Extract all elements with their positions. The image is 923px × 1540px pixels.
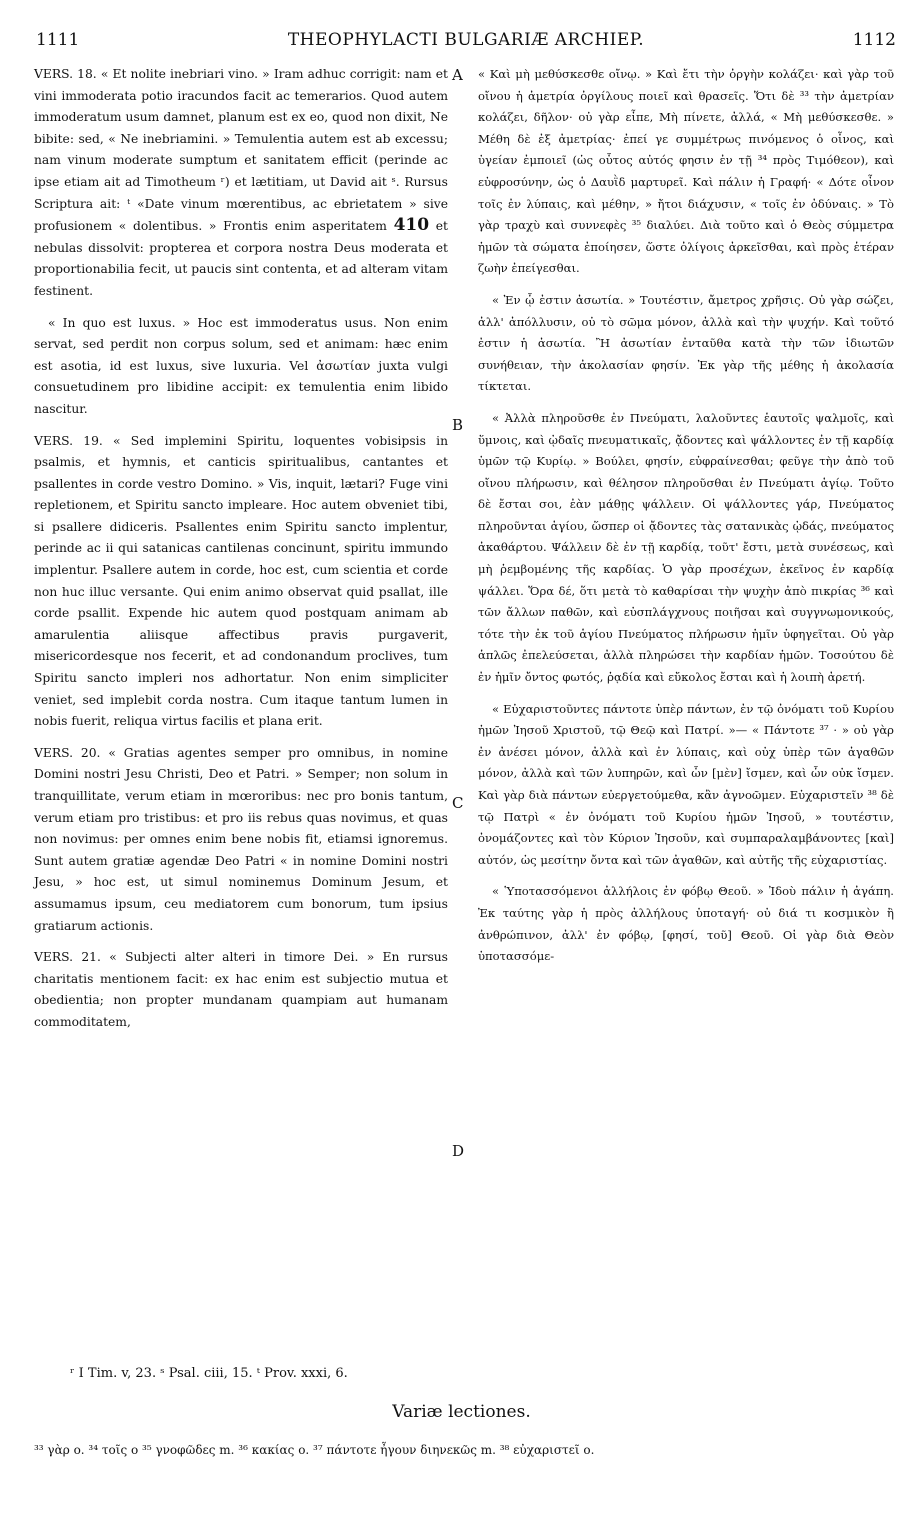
latin-paragraph-vers-18 [34, 64, 448, 303]
page-number-right: 1112 [852, 30, 896, 50]
greek-column [478, 64, 894, 978]
running-title: THEOPHYLACTI BULGARIÆ ARCHIEP. [287, 30, 645, 50]
page-number-left: 1111 [36, 30, 80, 50]
latin-paragraph-vers-20: VERS. 20. « Gratias agentes semper pro omnibus, in nomine Domini nostri Jesu Christi, Deo et Patri. » Semper; non solum in tranquillitate, verum etiam in mœroribus: nec pro bonis tantum, verum etiam pro tristibus: et pro iis rebus quas novimus, et quas non novimus: per omnes enim bene nobis fit, etiamsi ignoremus. Sunt autem gratiæ agendæ Deo Patri « in nomine Domini nostri Jesu, » hoc est, ut simul nominemus Dominum Jesum, et assumamus ipsum, ceu mediatorem cum bonorum, tum ipsius gratiarum actionis. [34, 745, 448, 933]
margin-letter-d: D [452, 1142, 465, 1160]
page-header [36, 30, 896, 56]
margin-letters [452, 64, 472, 1364]
greek-paragraph-2: « Ἐν ᾧ ἐστιν ἀσωτία. » Τουτέστιν, ἄμετρος χρῆσις. Οὐ γὰρ σώζει, ἀλλ' ἀπόλλυσιν, οὐ τὸ σῶμα μόνον, ἀλλὰ καὶ τὴν ψυχήν. Καὶ τοῦτό ἐστιν ἡ ἀσωτία. Ἢ ἀσωτίαν ἐνταῦθα κατὰ τὴν τῶν ἰδιωτῶν συνήθειαν, τὴν ἀκολασίαν φησίν. Ἐκ γὰρ τῆς μέθης ἡ ἀκολασία τίκτεται. [478, 292, 894, 394]
variant-readings: ³³ γὰρ ο. ³⁴ τοῖς ο ³⁵ γνοφῶδες m. ³⁶ κακίας ο. ³⁷ πάντοτε ἦγουν διηνεκῶς m. ³⁸ εὐχαριστεῖ ο. [34, 1443, 595, 1457]
variae-lectiones-title: Variæ lectiones. [392, 1402, 531, 1422]
column-number: 410 [393, 215, 430, 236]
footnotes: ʳ I Tim. v, 23. ˢ Psal. ciii, 15. ᵗ Prov. xxxi, 6. [70, 1366, 348, 1381]
margin-letter-c: C [452, 794, 464, 812]
latin-text-1: VERS. 18. « Et nolite inebriari vino. » Iram adhuc corrigit: nam et vini immoderata potio iracundos facit ac temerarios. Quod autem immoderatum usum damnet, planum est ex eo, quod non dixit, Ne bibite: sed, « Ne inebriamini. » Temulentia autem est ab excessu; nam vinum moderate sumptum et sanitatem efficit (perinde ac ipse etiam ait ad Timotheum ʳ) et lætitiam, ut David ait ˢ. Rursus Scriptura ait: ᵗ «Date vinum mœrentibus, ac ebrietatem » sive profusionem « dolentibus. » Frontis enim asperitatem [34, 67, 448, 234]
latin-paragraph-vers-19: VERS. 19. « Sed implemini Spiritu, loquentes vobisipsis in psalmis, et hymnis, et canticis spiritualibus, cantantes et psallentes in corde vestro Domino. » Vis, inquit, lætari? Fuge vini repletionem, et Spiritu sancto impleare. Hoc autem obveniet tibi, si psallere didiceris. Psallentes enim Spiritu sancto implentur, perinde ac ii qui satanicas cantilenas concinunt, spiritu immundo implentur. Psallere autem in corde, hoc est, cum scientia et corde non huc illuc versante. Qui enim animo observat quid psallat, ille corde psallit. Expende hic autem quod postquam animam ab amarulentia aliisque affectibus pravis purgaverit, misericordesque nos fecerit, et ad condonandum proclives, tum Spiritu sancto impleri nos adhortatur. Non enim simpliciter veniet, sed implebit corda nostra. Cum itaque tantum lumen in nobis fuerit, reliqua virtus facilis et plana erit. [34, 433, 448, 729]
latin-column [34, 64, 448, 1044]
margin-letter-a: A [452, 66, 463, 84]
greek-paragraph-5: « Ὑποτασσόμενοι ἀλλήλοις ἐν φόβῳ Θεοῦ. » Ἰδοὺ πάλιν ἡ ἀγάπη. Ἐκ ταύτης γὰρ ἡ πρὸς ἀλλήλους ὑποταγή· οὐ διά τι κοσμικὸν ἢ ἀνθρώπινον, ἀλλ' ἐν φόβῳ, [φησί, τοῦ] Θεοῦ. Οἱ γὰρ διὰ Θεὸν ὑποτασσόμε- [478, 884, 894, 964]
greek-paragraph-1: « Καὶ μὴ μεθύσκεσθε οἴνῳ. » Καὶ ἔτι τὴν ὀργὴν κολάζει· καὶ γὰρ τοῦ οἴνου ἡ ἀμετρία ὀργίλους ποιεῖ καὶ θρασεῖς. Ὅτι δὲ ³³ τὴν ἀμετρίαν κολάζει, δῆλον· οὐ γὰρ εἶπε, Μὴ πίνετε, ἀλλά, « Μὴ μεθύσκεσθε. » Μέθη δὲ ἐξ ἀμετρίας· ἐπεί γε συμμέτρως πινόμενος ὁ οἶνος, καὶ ὑγείαν ἐμποιεῖ (ὡς οὗτος αὐτός φησιν ἐν τῇ ³⁴ πρὸς Τιμόθεον), καὶ εὐφροσύνην, ὡς ὁ Δαυῒδ μαρτυρεῖ. Καὶ πάλιν ἡ Γραφή· « Δότε οἶνον τοῖς ἐν λύπαις, καὶ μέθην, » ἤτοι διάχυσιν, « τοῖς ἐν ὀδύναις. » Τὸ γὰρ τραχὺ καὶ συννεφὲς ³⁵ διαλύει. Διὰ τοῦτο καὶ ὁ Θεὸς σύμμετρα ἡμῶν τὰ σώματα ἐποίησεν, ὥστε ὀλίγοις ἀρκεῖσθαι, καὶ πρὸς ἑτέραν ζωὴν ἐπείγεσθαι. [478, 67, 894, 276]
latin-paragraph-vers-21: VERS. 21. « Subjecti alter alteri in timore Dei. » En rursus charitatis mentionem facit: ex hac enim est subjectio mutua et obedientia; non propter mundanam quampiam aut humanam commoditatem, [34, 950, 448, 1029]
greek-paragraph-4: « Εὐχαριστοῦντες πάντοτε ὑπὲρ πάντων, ἐν τῷ ὀνόματι τοῦ Κυρίου ἡμῶν Ἰησοῦ Χριστοῦ, τῷ Θεῷ καὶ Πατρί. »— « Πάντοτε ³⁷ · » οὐ γὰρ ἐν ἀνέσει μόνον, ἀλλὰ καὶ ἐν λύπαις, καὶ οὐχ ὑπὲρ τῶν ἀγαθῶν μόνον, ἀλλὰ καὶ τῶν λυπηρῶν, καὶ ὧν [μὲν] ἴσμεν, καὶ ὧν οὐκ ἴσμεν. Καὶ γὰρ διὰ πάντων εὐεργετούμεθα, κἂν ἀγνοῶμεν. Εὐχαριστεῖν ³⁸ δὲ τῷ Πατρὶ « ἐν ὀνόματι τοῦ Κυρίου ἡμῶν Ἰησοῦ, » τουτέστιν, ὀνομάζοντες καὶ τὸν Κύριον Ἰησοῦν, καὶ συμπαραλαμβάνοντες [καὶ] αὐτόν, ὡς μεσίτην ὄντα καὶ τῶν ἀγαθῶν, καὶ αὐτῆς τῆς εὐχαριστίας. [478, 701, 894, 867]
latin-text-1-rest: et nebulas dissolvit: propterea et corpora nostra Deus moderata et proportionabilia fecit, ut paucis sint contenta, et ad alteram vitam festinent. [34, 219, 448, 298]
margin-letter-b: B [452, 416, 464, 434]
greek-paragraph-3: « Ἀλλὰ πληροῦσθε ἐν Πνεύματι, λαλοῦντες ἑαυτοῖς ψαλμοῖς, καὶ ὕμνοις, καὶ ᾠδαῖς πνευματικαῖς, ᾄδοντες καὶ ψάλλοντες ἐν τῇ καρδίᾳ ὑμῶν τῷ Κυρίῳ. » Βούλει, φησίν, εὐφραίνεσθαι; φεῦγε τὴν ἀπὸ τοῦ οἴνου πλήρωσιν, καὶ θέλησον πληροῦσθαι ἐν Πνεύματι ἁγίῳ. Τοῦτο δὲ ἔσται σοι, ἐὰν μάθῃς ψάλλειν. Οἱ ψάλλοντες γάρ, Πνεύματος πληροῦνται ἁγίου, ὥσπερ οἱ ᾄδοντες τὰς σατανικὰς ᾠδάς, πνεύματος ἀκαθάρτου. Ψάλλειν δὲ ἐν τῇ καρδίᾳ, τοῦτ' ἔστι, μετὰ συνέσεως, καὶ μὴ ῥεμβομένης τῆς καρδίας. Ὁ γὰρ προσέχων, ἐκεῖνος ἐν καρδίᾳ ψάλλει. Ὅρα δέ, ὅτι μετὰ τὸ καθαρίσαι τὴν ψυχὴν ἀπὸ πικρίας ³⁶ καὶ τῶν ἄλλων παθῶν, καὶ εὐσπλάγχνους ποιῆσαι καὶ συγγνωμονικούς, τότε τὴν ἐκ τοῦ ἁγίου Πνεύματος πλήρωσιν ἡμῖν ὑφηγεῖται. Οὐ γὰρ ἁπλῶς ἐπελεύσεται, ἀλλὰ πληρώσει τὴν καρδίαν ἡμῶν. Τοσούτου δὲ ἐν ἡμῖν ὄντος φωτός, ῥᾳδία καὶ εὔκολος ἔσται καὶ ἡ λοιπὴ ἀρετή. [478, 410, 894, 685]
latin-paragraph-luxus: « In quo est luxus. » Hoc est immoderatus usus. Non enim servat, sed perdit non corpus solum, sed et animam: hæc enim est asotia, id est luxus, sive luxuria. Vel ἀσωτίαν juxta vulgi consuetudinem pro libidine accipit: ex temulentia enim libido nascitur. [34, 315, 448, 416]
